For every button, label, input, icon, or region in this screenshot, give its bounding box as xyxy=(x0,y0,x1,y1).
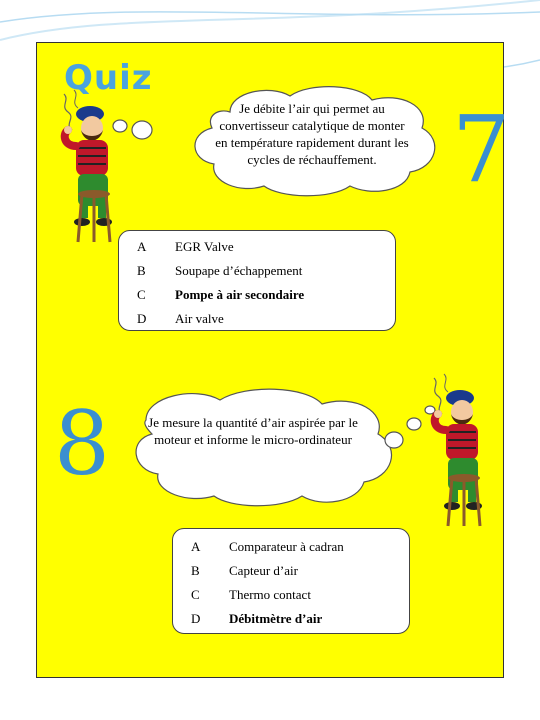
question-number-8: 8 xyxy=(54,392,110,495)
option-letter: D xyxy=(191,611,201,626)
option-text: Capteur d’air xyxy=(229,563,298,578)
option-text: Air valve xyxy=(175,311,224,326)
option-text: Pompe à air secondaire xyxy=(175,287,305,302)
option-text: Thermo contact xyxy=(229,587,311,602)
question-number-7: 7 xyxy=(452,96,511,203)
option-text: Comparateur à cadran xyxy=(229,539,344,554)
option-letter: A xyxy=(137,239,147,254)
quiz-title: Quiz xyxy=(64,58,153,98)
question-1-text: Je débite l’air qui permet au convertisseur catalytique de monter en température rapidement durant les cycles de réchauffement. xyxy=(215,101,409,167)
option-letter: A xyxy=(191,539,201,554)
option-text: Soupape d’échappement xyxy=(175,263,303,278)
question-2-text: Je mesure la quantité d’air aspirée par le moteur et informe le micro-ordinateur xyxy=(148,415,358,447)
answer-box-2 xyxy=(172,528,410,634)
option-letter: C xyxy=(191,587,200,602)
option-letter: B xyxy=(191,563,200,578)
man-smoking-illustration xyxy=(50,86,128,246)
man-smoking-illustration xyxy=(420,370,498,530)
option-letter: C xyxy=(137,287,146,302)
option-text: Débitmètre d’air xyxy=(229,611,323,626)
option-text: EGR Valve xyxy=(175,239,234,254)
option-letter: D xyxy=(137,311,147,326)
answer-box-1 xyxy=(118,230,396,331)
option-letter: B xyxy=(137,263,146,278)
